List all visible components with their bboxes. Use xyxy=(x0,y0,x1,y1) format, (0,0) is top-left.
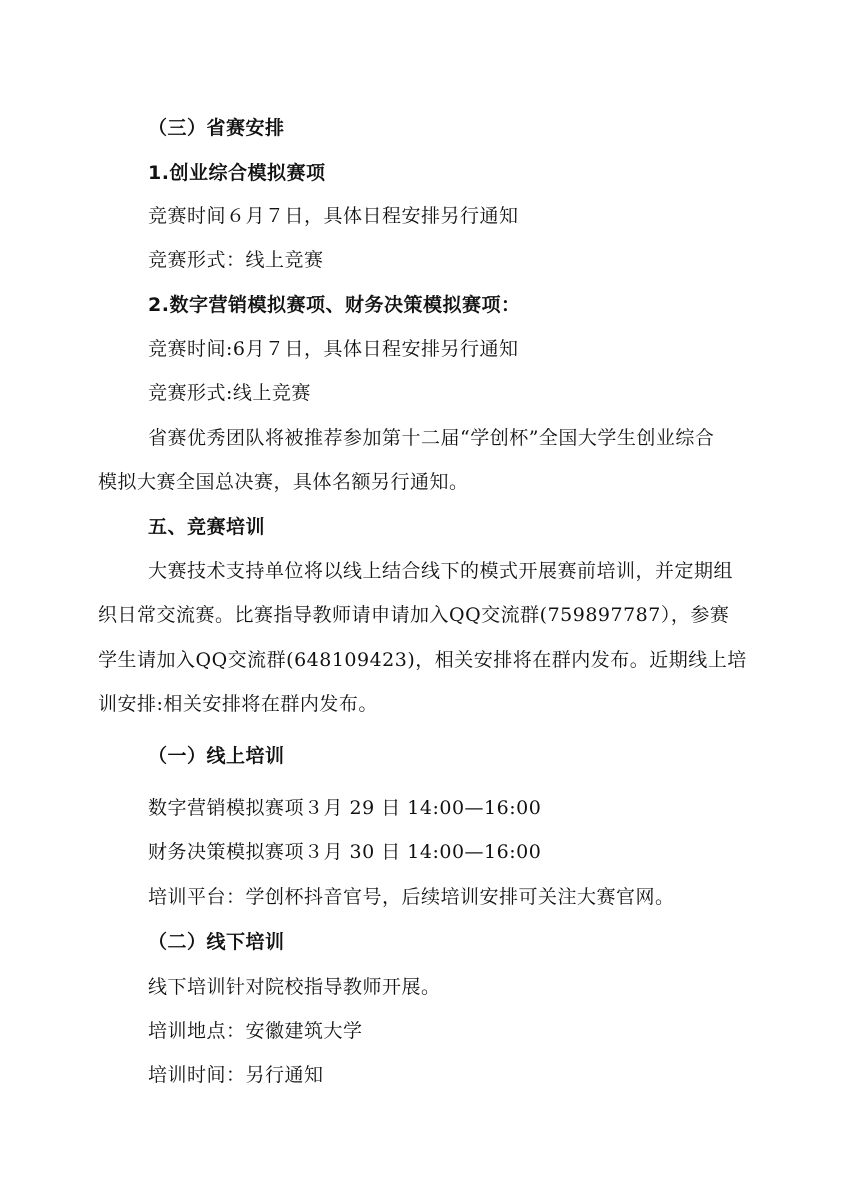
section-heading-competition-training: 五、竞赛培训 xyxy=(148,516,266,538)
paragraph-line: 数字营销模拟赛项３月 29 日 14:00—16:00 xyxy=(148,797,542,819)
paragraph-line: 大赛技术支持单位将以线上结合线下的模式开展赛前培训，并定期组 xyxy=(148,560,734,582)
paragraph-line: 竞赛形式:线上竞赛 xyxy=(148,382,311,404)
section-heading-provincial-arrangement: （三）省赛安排 xyxy=(148,117,285,139)
paragraph-line: 财务决策模拟赛项３月 30 日 14:00—16:00 xyxy=(148,841,542,863)
paragraph-line: 省赛优秀团队将被推荐参加第十二届“学创杯”全国大学生创业综合 xyxy=(148,427,715,449)
paragraph-line: 训安排:相关安排将在群内发布。 xyxy=(98,693,378,715)
paragraph-line: 竞赛形式：线上竞赛 xyxy=(148,249,324,271)
paragraph-line: 培训地点：安徽建筑大学 xyxy=(148,1020,363,1042)
paragraph-line: 线下培训针对院校指导教师开展。 xyxy=(148,976,441,998)
paragraph-line: 学生请加入QQ交流群(648109423)，相关安排将在群内发布。近期线上培 xyxy=(98,649,747,671)
subheading-entrepreneurship-simulation: 1.创业综合模拟赛项 xyxy=(148,162,326,184)
subheading-online-training: （一）线上培训 xyxy=(148,745,285,767)
paragraph-line: 模拟大赛全国总决赛，具体名额另行通知。 xyxy=(98,471,469,493)
paragraph-line: 培训时间：另行通知 xyxy=(148,1064,324,1086)
subheading-digital-marketing-finance: 2.数字营销模拟赛项、财务决策模拟赛项： xyxy=(148,294,521,316)
paragraph-line: 织日常交流赛。比赛指导教师请申请加入QQ交流群(759897787），参赛 xyxy=(98,604,730,626)
subheading-offline-training: （二）线下培训 xyxy=(148,931,285,953)
paragraph-line: 竞赛时间:6月７日，具体日程安排另行通知 xyxy=(148,338,519,360)
paragraph-line: 培训平台：学创杯抖音官号，后续培训安排可关注大赛官网。 xyxy=(148,886,675,908)
paragraph-line: 竞赛时间６月７日，具体日程安排另行通知 xyxy=(148,205,519,227)
